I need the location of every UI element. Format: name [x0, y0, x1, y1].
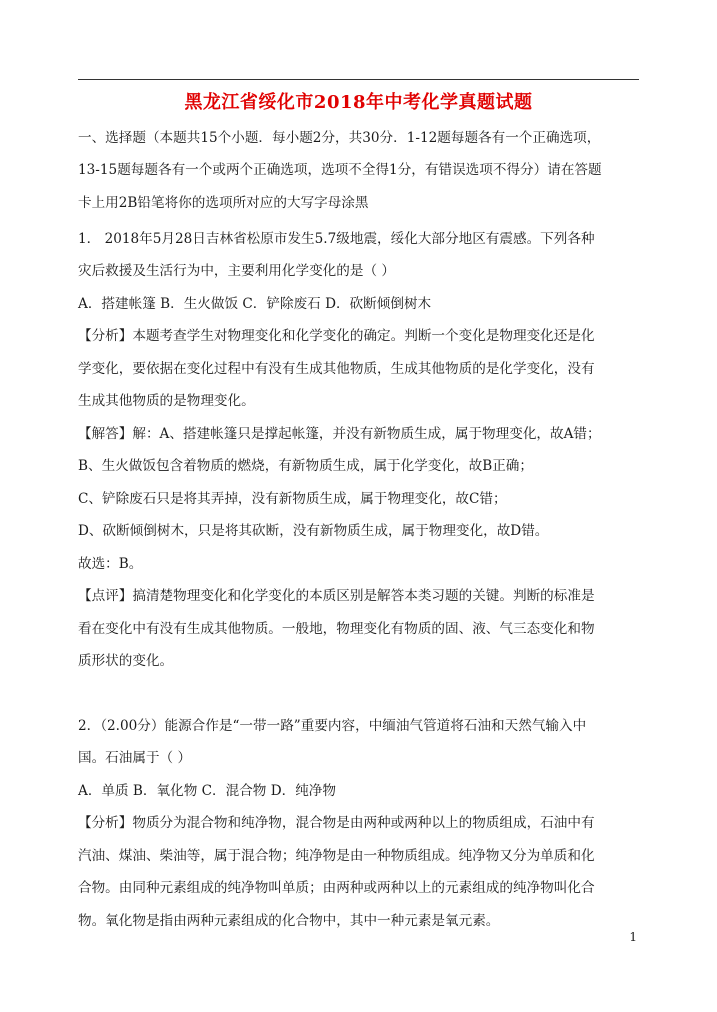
text-line: 13-15题每题各有一个或两个正确选项，选项不全得1分，有错误选项不得分）请在答题 [78, 162, 602, 178]
solution-text: B、生火做饭包含着物质的燃烧，有新物质生成，属于化学变化，故B正确； [78, 458, 533, 474]
text-line: 卡上用2B铅笔将你的选项所对应的大写字母涂黑 [78, 195, 369, 211]
analysis-text: 生成其他物质的是物理变化。 [78, 393, 255, 409]
question-1-stem: 1． 2018年5月28日吉林省松原市发生5.7级地震，绥化大部分地区有震感。下列各种 [78, 231, 595, 247]
solution-text: D、砍断倾倒树木，只是将其砍断，没有新物质生成，属于物理变化，故D错。 [78, 523, 549, 539]
question-2-options: A．单质 B．氧化物 C．混合物 D．纯净物 [78, 783, 336, 799]
solution-text: 【解答】解：A、搭建帐篷只是撑起帐篷，并没有新物质生成，属于物理变化，故A错； [78, 426, 601, 442]
page-number: 1 [629, 930, 637, 944]
document-title: 黑龙江省绥化市2018年中考化学真题试题 [184, 92, 533, 113]
question-1-stem: 灾后救援及生活行为中，主要利用化学变化的是（ ） [78, 263, 395, 279]
solution-text: C、铲除废石只是将其弄掉，没有新物质生成，属于物理变化，故C错； [78, 491, 507, 507]
question-2-stem: 国。石油属于（ ） [78, 750, 192, 766]
analysis-text: 合物。由同种元素组成的纯净物叫单质；由两种或两种以上的元素组成的纯净物叫化合 [78, 880, 595, 896]
comment-text: 质形状的变化。 [78, 653, 174, 669]
analysis-text: 【分析】本题考查学生对物理变化和化学变化的确定。判断一个变化是物理变化还是化 [78, 328, 595, 344]
analysis-text: 物。氧化物是指由两种元素组成的化合物中，其中一种元素是氧元素。 [78, 913, 500, 929]
comment-text: 【点评】搞清楚物理变化和化学变化的本质区别是解答本类习题的关键。判断的标准是 [78, 588, 595, 604]
text-line: 一、选择题（本题共15个小题．每小题2分，共30分．1-12题每题各有一个正确选项， [78, 130, 601, 146]
analysis-text: 学变化，要依据在变化过程中有没有生成其他物质，生成其他物质的是化学变化，没有 [78, 361, 595, 377]
analysis-text: 【分析】物质分为混合物和纯净物，混合物是由两种或两种以上的物质组成，石油中有 [78, 815, 595, 831]
comment-text: 看在变化中有没有生成其他物质。一般地，物理变化有物质的固、液、气三态变化和物 [78, 621, 595, 637]
header-rule [78, 79, 639, 80]
analysis-text: 汽油、煤油、柴油等，属于混合物；纯净物是由一种物质组成。纯净物又分为单质和化 [78, 848, 595, 864]
question-1-options: A．搭建帐篷 B．生火做饭 C．铲除废石 D．砍断倾倒树木 [78, 296, 432, 312]
question-2-stem: 2．（2.00分）能源合作是“一带一路”重要内容，中缅油气管道将石油和天然气输入中 [78, 718, 587, 734]
answer-text: 故选：B。 [78, 556, 143, 572]
